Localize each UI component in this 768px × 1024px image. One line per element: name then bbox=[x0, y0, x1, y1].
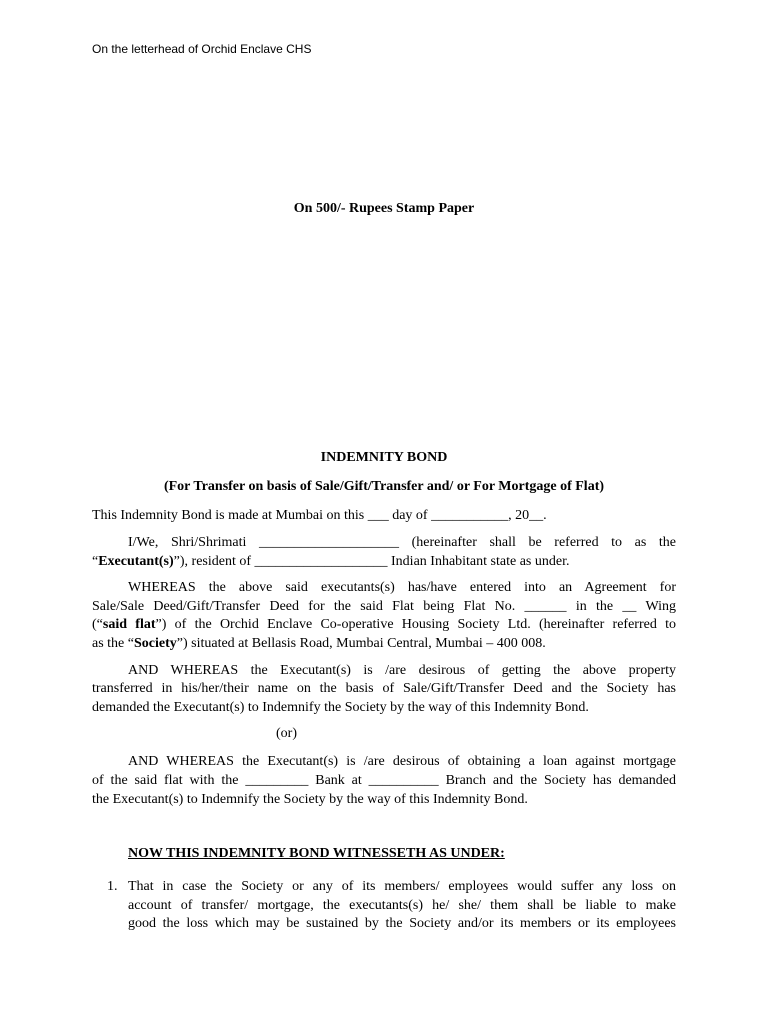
clause1-line1: That in case the Society or any of its members/ employees would suffer any loss on bbox=[128, 879, 676, 894]
para2-line2: Sale/Sale Deed/Gift/Transfer Deed for the said Flat being Flat No. ______ in the __ Wing bbox=[92, 599, 676, 614]
para2-line4: as the “Society”) situated at Bellasis Road, Mumbai Central, Mumbai – 400 008. bbox=[92, 636, 546, 651]
society-term: Society bbox=[133, 636, 177, 651]
executant-term: Executant(s) bbox=[98, 554, 174, 569]
clause1-line2: account of transfer/ mortgage, the executants(s) he/ she/ them shall be liable to make bbox=[128, 898, 676, 913]
para3-line1: AND WHEREAS the Executant(s) is /are desirous of getting the above property bbox=[128, 663, 676, 678]
para4-line1: AND WHEREAS the Executant(s) is /are desirous of obtaining a loan against mortgage bbox=[128, 754, 676, 769]
or-separator: (or) bbox=[276, 726, 297, 741]
para2-line3: (“said flat”) of the Orchid Enclave Co-operative Housing Society Ltd. (hereinafter referred to bbox=[92, 617, 676, 632]
para3-line3: demanded the Executant(s) to Indemnify the Society by the way of this Indemnity Bond. bbox=[92, 700, 589, 715]
document-subtitle: (For Transfer on basis of Sale/Gift/Transfer and/ or For Mortgage of Flat) bbox=[163, 479, 605, 494]
clause1-line3: good the loss which may be sustained by the Society and/or its members or its employees bbox=[128, 916, 676, 931]
para4-line2: of the said flat with the _________ Bank at __________ Branch and the Society has demanded bbox=[92, 773, 676, 788]
para3-line2: transferred in his/her/their name on the basis of Sale/Gift/Transfer Deed and the Society has bbox=[92, 681, 676, 696]
letterhead-note: On the letterhead of Orchid Enclave CHS bbox=[92, 42, 312, 56]
para4-line3: the Executant(s) to Indemnify the Society by the way of this Indemnity Bond. bbox=[92, 792, 528, 807]
document-title: INDEMNITY BOND bbox=[320, 450, 448, 465]
para1-line2: “Executant(s)”), resident of ___________________ Indian Inhabitant state as under. bbox=[92, 554, 570, 569]
para1-line1: I/We, Shri/Shrimati ____________________ (hereinafter shall be referred to as the bbox=[128, 535, 676, 550]
para2-line1: WHEREAS the above said executants(s) has/have entered into an Agreement for bbox=[128, 580, 676, 595]
said-flat-term: said flat bbox=[102, 617, 156, 632]
witness-heading: NOW THIS INDEMNITY BOND WITNESSETH AS UNDER: bbox=[128, 846, 505, 861]
stamp-paper-note: On 500/- Rupees Stamp Paper bbox=[293, 201, 475, 216]
clause1-number: 1. bbox=[107, 879, 118, 894]
intro-line: This Indemnity Bond is made at Mumbai on this ___ day of ___________, 20__. bbox=[92, 508, 547, 523]
